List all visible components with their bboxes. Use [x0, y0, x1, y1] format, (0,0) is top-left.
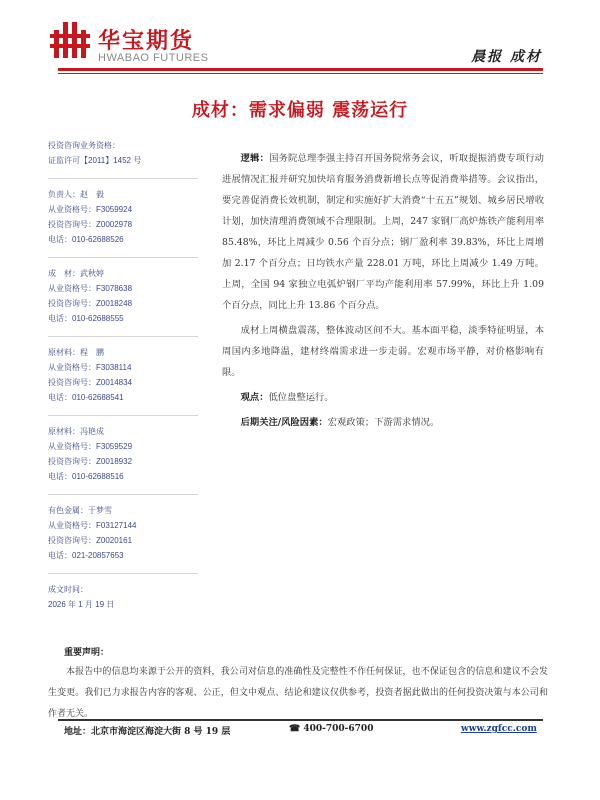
header-divider — [58, 68, 543, 71]
analyst-phone: 电话：010-62688526 — [48, 235, 124, 244]
view-text: 低位盘整运行。 — [268, 392, 334, 403]
report-type: 晨报 成材 — [471, 49, 542, 65]
report-title: 成材：需求偏弱 震荡运行 — [191, 100, 409, 121]
analyst-role: 原材料：冯艳成 — [48, 427, 104, 436]
sidebar-divider — [48, 573, 198, 574]
analyst-role: 原材料：程 鹏 — [48, 348, 104, 357]
analyst-entry — [48, 187, 198, 247]
analyst-consult-id: 投资咨询号：Z0018932 — [48, 457, 133, 466]
footer-address: 地址：北京市海淀区海淀大街 8 号 19 层 — [64, 727, 231, 737]
analyst-sidebar — [48, 138, 198, 622]
logic-text: 国务院总理李强主持召开国务院常务会议，听取提振消费专项行动进展情况汇报并研究加快培育服务消费新增长点等促消费举措等。会议指出，要完善促消费长效机制，制定和实施好扩大消费“十五五”规划、城乡居民增收计划，加快清理消费领域不合理限制。上周，247 家钢厂高炉炼铁产能利用率 85.48%，环比上周减少 0.56 个百分点；钢厂盈利率 39.83%，环比上周增加 2.17 个百分点；日均铁水产量 228.01 万吨，环比上周减少 1.49 万吨。上周，全国 94 家独立电弧炉钢厂平均产能利用率 57.99%，环比上升 1.09 个百分点，同比上升 13.86 个百分点。 — [222, 153, 544, 311]
sidebar-divider — [48, 415, 198, 416]
analyst-consult-id: 投资咨询号：Z0014834 — [48, 378, 133, 387]
footer-divider — [58, 719, 543, 721]
logic-label: 逻辑： — [240, 153, 270, 164]
risk-paragraph — [222, 412, 544, 433]
analyst-phone: 电话：010-62688555 — [48, 314, 124, 323]
company-logo-icon — [50, 20, 90, 60]
analyst-practice-id: 从业资格号：F3059924 — [48, 205, 133, 214]
header-divider-thin — [58, 73, 543, 74]
qualification-block — [48, 138, 198, 168]
sidebar-divider — [48, 257, 198, 258]
sidebar-divider — [48, 336, 198, 337]
market-paragraph: 成材上周横盘震荡，整体波动区间不大。基本面平稳，淡季特征明显，本周国内多地降温，建材终端需求进一步走弱。宏观市场平静，对价格影响有限。 — [222, 325, 544, 378]
analyst-entry — [48, 424, 198, 484]
disclaimer-title: 重要声明： — [64, 648, 110, 658]
footer-website-link[interactable]: www.zgfcc.com — [461, 724, 537, 734]
analyst-entry — [48, 266, 198, 326]
footer-phone-number: 400-700-6700 — [303, 724, 374, 734]
analyst-consult-id: 投资咨询号：Z0020161 — [48, 536, 133, 545]
analyst-phone: 电话：010-62688516 — [48, 472, 124, 481]
date-block — [48, 582, 198, 612]
report-date: 2026 年 1 月 19 日 — [48, 600, 115, 609]
qualification-license: 证监许可【2011】1452 号 — [48, 156, 142, 165]
risk-label: 后期关注/风险因素： — [240, 417, 328, 428]
footer-phone — [289, 724, 373, 734]
sidebar-divider — [48, 178, 198, 179]
analyst-role: 负责人：赵 毅 — [48, 190, 104, 199]
phone-icon: ☎ — [289, 724, 301, 734]
analyst-practice-id: 从业资格号：F03127144 — [48, 521, 137, 530]
analyst-consult-id: 投资咨询号：Z0002978 — [48, 220, 133, 229]
analyst-entry — [48, 345, 198, 405]
logo-chinese-name: 华宝期货 — [98, 29, 195, 54]
view-paragraph — [222, 387, 544, 408]
logo-english-name: HWABAO FUTURES — [98, 52, 209, 64]
analyst-phone: 电话：021-20857653 — [48, 551, 124, 560]
logic-paragraph — [222, 148, 544, 316]
view-label: 观点： — [240, 392, 269, 403]
analyst-practice-id: 从业资格号：F3038114 — [48, 363, 132, 372]
sidebar-divider — [48, 494, 198, 495]
disclaimer-text: 本报告中的信息均来源于公开的资料，我公司对信息的准确性及完整性不作任何保证，也不保证包含的信息和建议不会发生变更。我们已力求报告内容的客观、公正，但文中观点、结论和建议仅供参考，投资者据此做出的任何投资决策与本公司和作者无关。 — [48, 667, 548, 719]
analyst-phone: 电话：010-62688541 — [48, 393, 124, 402]
date-label: 成文时间： — [48, 585, 88, 594]
analyst-entry — [48, 503, 198, 563]
company-logo — [50, 16, 230, 66]
analyst-role: 成 材：武秋婷 — [48, 269, 104, 278]
analyst-practice-id: 从业资格号：F3078638 — [48, 284, 133, 293]
analyst-role: 有色金属：于梦雪 — [48, 506, 112, 515]
analyst-consult-id: 投资咨询号：Z0018248 — [48, 299, 133, 308]
risk-text: 宏观政策；下游需求情况。 — [327, 417, 440, 428]
report-body — [222, 148, 544, 437]
analyst-practice-id: 从业资格号：F3059529 — [48, 442, 133, 451]
qualification-label: 投资咨询业务资格： — [48, 141, 120, 150]
